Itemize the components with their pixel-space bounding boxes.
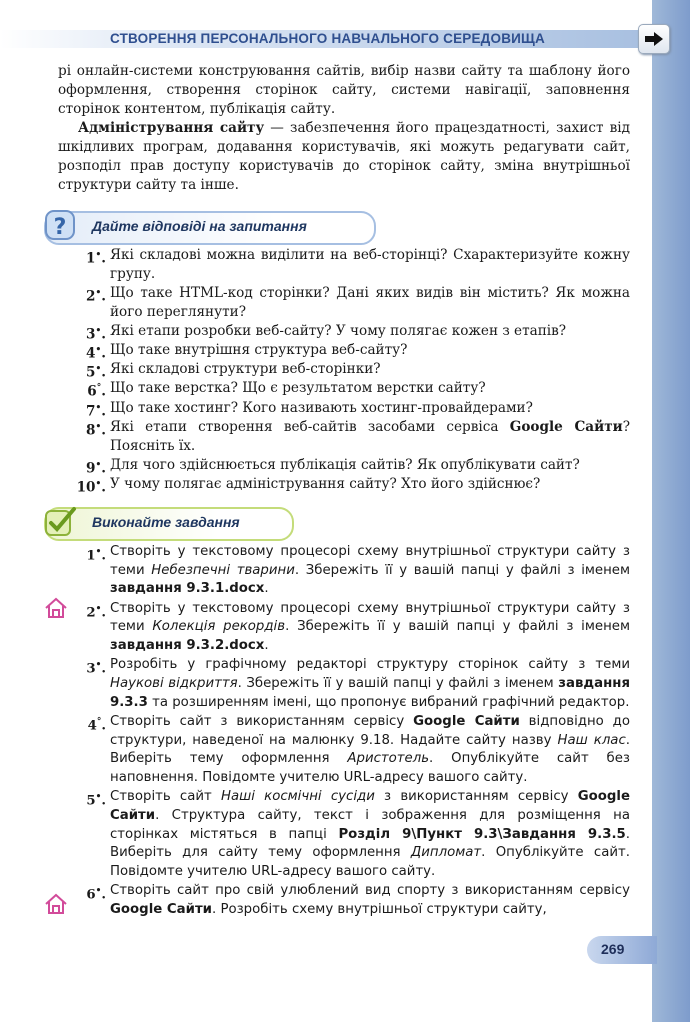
question-text: Які складові можна виділити на веб-сторінці? Схарактеризуйте кожну групу. [110, 247, 630, 282]
question-text: Що таке HTML-код сторінки? Дані яких видів він містить? Як можна його переглянути? [110, 284, 630, 320]
task-item: 2•. Створіть у текстовому процесорі схему внутрішньої структури сайту з теми Колекція рекордів. Збережіть її у вашій папці у файлі з іменем завдання 9.3.2.docx. [68, 600, 630, 656]
question-item [68, 475, 630, 494]
question-number: 5•. [86, 364, 106, 381]
question-number: 6°. [87, 383, 106, 400]
question-number: 4•. [86, 345, 106, 362]
question-number: 1•. [86, 250, 106, 267]
question-mark-icon [44, 209, 78, 243]
task-item: 5•. Створіть сайт Наші космічні сусіди з використанням сервісу Google Сайти. Структура сайту, текст і зображення для розміщення на сторінках містяться в папці Розділ 9\Пункт 9.3\Завдання 9.3.5. Виберіть для сайту тему оформлення Дипломат. Опублікуйте сайт. Повідомте учителю URL-адресу вашого сайту. [68, 788, 630, 882]
question-item [68, 284, 630, 321]
question-item [68, 399, 630, 418]
question-number: 10•. [76, 478, 106, 496]
intro-paragraph-2: Адміністрування сайту — забезпечення його працездатності, захист від шкідливих програм, додавання користувачів, які можуть редагувати сайт, розподіл прав доступу користувачів до сторінок сайту, зміна внутрішньої структури сайту та інше. [58, 120, 630, 193]
home-icon [44, 893, 68, 915]
task-item: 6•. Створіть сайт про свій улюблений вид спорту з використанням сервісу Google Сайти. Розробіть схему внутрішньої структури сайту, [68, 882, 630, 919]
tasks-section-title: Виконайте завдання [92, 514, 240, 530]
questions-list [68, 246, 630, 494]
task-number: 2•. [86, 603, 106, 621]
question-text: Що таке верстка? Що є результатом верстки сайту? [110, 380, 486, 397]
questions-section-title: Дайте відповіді на запитання [92, 218, 307, 234]
question-number: 3•. [86, 325, 106, 343]
question-text: У чому полягає адміністрування сайту? Хто його здійснює? [110, 475, 541, 492]
tasks-list [68, 543, 630, 920]
question-item [68, 379, 630, 398]
term-site-administration: Адміністрування сайту [78, 120, 265, 136]
task-item: 3•. Розробіть у графічному редакторі структуру сторінок сайту з теми Наукові відкриття. Збережіть її у вашій папці у файлі з іменем завдання 9.3.3 та розширенням імені, що пропонує вибраний графічний редактор. [68, 656, 630, 712]
question-number: 7•. [86, 402, 106, 420]
svg-text:?: ? [53, 215, 67, 240]
page-number-tab [587, 936, 657, 964]
question-item [68, 322, 630, 341]
page-number: 269 [601, 941, 625, 957]
checkmark-pencil-icon [44, 505, 78, 539]
tasks-section-header [44, 507, 294, 541]
question-item [68, 341, 630, 360]
questions-section-header [44, 211, 376, 245]
task-number: 3•. [86, 660, 106, 677]
intro-paragraph-1: рі онлайн-системи конструювання сайтів, вибір назви сайту та шаблону його оформлення, створення сторінок сайту, системи навігації, заповнення сторінок контентом, публікація сайту. [58, 63, 630, 117]
question-item [68, 456, 630, 475]
question-text: Що таке хостинг? Кого називають хостинг-провайдерами? [110, 399, 533, 416]
question-item [68, 246, 630, 283]
question-text: Які етапи розробки веб-сайту? У чому полягає кожен з етапів? [110, 322, 567, 339]
question-number: 8•. [86, 421, 106, 439]
question-number: 2•. [86, 287, 106, 305]
question-text: Для чого здійснюється публікація сайтів? Як опублікувати сайт? [110, 456, 580, 473]
task-item: 1•. Створіть у текстовому процесорі схему внутрішньої структури сайту з теми Небезпечні тварини. Збережіть її у вашій папці у файлі з іменем завдання 9.3.1.docx. [68, 543, 630, 599]
question-item [68, 360, 630, 379]
arrow-right-icon[interactable] [638, 24, 670, 54]
right-sidebar [652, 0, 690, 1022]
question-number: 9•. [86, 459, 106, 477]
question-text: Які складові структури веб-сторінки? [110, 361, 381, 378]
question-item: 8•. Які етапи створення веб-сайтів засобами сервіса Google Сайти? Поясніть їх. [68, 418, 630, 455]
task-item: 4°. Створіть сайт з використанням сервісу Google Сайти відповідно до структури, наведеної на малюнку 9.18. Надайте сайту назву Наш клас. Виберіть тему оформлення Аристотель. Опублікуйте сайт без наповнення. Повідомте учителю URL-адресу вашого сайту. [68, 713, 630, 788]
task-number: 4°. [87, 716, 106, 734]
task-number: 5•. [86, 792, 106, 809]
task-number: 1•. [86, 547, 106, 564]
question-text: Що таке внутрішня структура веб-сайту? [110, 342, 408, 359]
home-icon [44, 597, 68, 619]
task-number: 6•. [86, 886, 106, 903]
header-title: СТВОРЕННЯ ПЕРСОНАЛЬНОГО НАВЧАЛЬНОГО СЕРЕДОВИЩА [110, 31, 545, 46]
